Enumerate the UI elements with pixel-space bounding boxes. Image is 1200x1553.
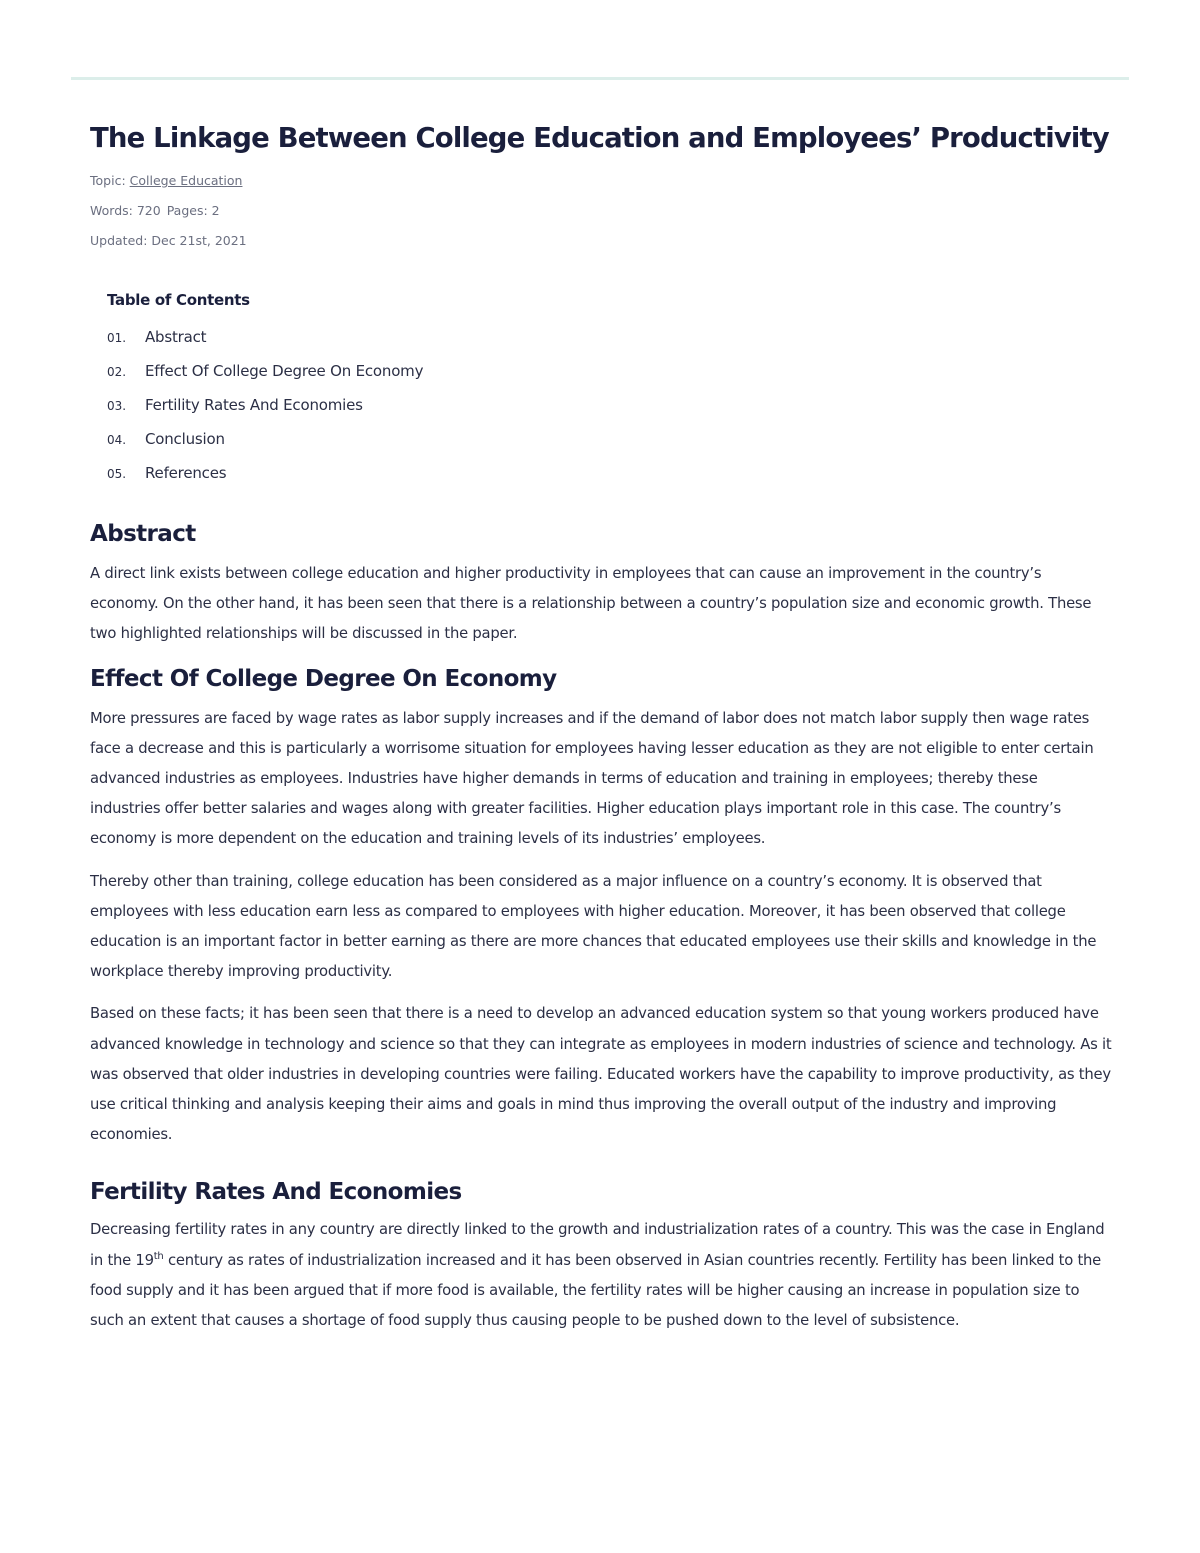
toc-item-number: 02.: [107, 365, 127, 379]
fertility-paragraph: [90, 1215, 1112, 1336]
topic-link[interactable]: College Education: [129, 173, 243, 188]
page-title: The Linkage Between College Education and Employees’ Productivity: [90, 122, 1109, 154]
page-count: Pages: 2: [166, 203, 220, 218]
count-meta: [90, 196, 1112, 226]
effect-paragraph-2: Thereby other than training, college education has been considered as a major influence on a country’s economy. It is observed that employees with less education earn less as compared to employees with higher education. Moreover, it has been observed that college education is an important factor in better earning as there are more chances that educated employees use their skills and knowledge in the workplace thereby improving productivity.: [90, 872, 1097, 981]
toc-item-references: [107, 456, 1112, 490]
top-divider: [71, 77, 1129, 80]
updated-date: Updated: Dec 21st, 2021: [90, 233, 247, 248]
fertility-text-before: Decreasing fertility rates in any country are directly linked to the growth and industrialization rates of a country. This was the case in England in the 19: [90, 1221, 1105, 1269]
essay-page: [90, 112, 1112, 1336]
effect-paragraph-1: More pressures are faced by wage rates as labor supply increases and if the demand of labor does not match labor supply then wage rates face a decrease and this is particularly a worrisome situation for employees having lesser education as they are not eligible to enter certain advanced industries as employees. Industries have higher demands in terms of education and training in employees; thereby these industries offer better salaries and wages along with greater facilities. Higher education plays important role in this case. The country’s economy is more dependent on the education and training levels of its industries’ employees.: [90, 709, 1094, 848]
toc-item-effect: [107, 354, 1112, 388]
toc-list: [107, 320, 1112, 490]
section-fertility: [90, 1177, 1112, 1336]
effect-paragraph-3: Based on these facts; it has been seen that there is a need to develop an advanced education system so that young workers produced have advanced knowledge in technology and science so that they can integrate as employees in modern industries of science and technology. As it was observed that older industries in developing countries were failing. Educated workers have the capability to improve productivity, as they use critical thinking and analysis keeping their aims and goals in mind thus improving the overall output of the industry and improving economies.: [90, 1005, 1112, 1144]
section-abstract: [90, 519, 1112, 650]
toc-item-number: 03.: [107, 399, 127, 413]
section-heading-effect: Effect Of College Degree On Economy: [90, 665, 557, 692]
toc-title: Table of Contents: [107, 291, 250, 309]
section-effect: [90, 664, 1112, 1151]
toc-link-conclusion[interactable]: Conclusion: [145, 430, 225, 448]
toc-item-number: 01.: [107, 331, 127, 345]
fertility-text-after: century as rates of industrialization increased and it has been observed in Asian countries recently. Fertility has been linked to the food supply and it has been argued that if more food is available, the fertility rates will be higher causing an increase in population size to such an extent that causes a shortage of food supply thus causing people to be pushed down to the level of subsistence.: [90, 1251, 1102, 1330]
toc-item-fertility: [107, 388, 1112, 422]
topic-label: Topic:: [90, 173, 130, 188]
toc-item-abstract: [107, 320, 1112, 354]
toc-link-abstract[interactable]: Abstract: [145, 328, 207, 346]
toc-link-references[interactable]: References: [145, 464, 227, 482]
toc-item-number: 04.: [107, 433, 127, 447]
ordinal-suffix: th: [153, 1250, 164, 1262]
toc-link-effect[interactable]: Effect Of College Degree On Economy: [145, 362, 424, 380]
abstract-paragraph: A direct link exists between college education and higher productivity in employees that can cause an improvement in the country’s economy. On the other hand, it has been seen that there is a relationship between a country’s population size and economic growth. These two highlighted relationships will be discussed in the paper.: [90, 565, 1092, 643]
toc-item-conclusion: [107, 422, 1112, 456]
word-count: Words: 720: [90, 203, 161, 218]
toc-item-number: 05.: [107, 467, 127, 481]
topic-meta: [90, 166, 1112, 196]
toc-link-fertility[interactable]: Fertility Rates And Economies: [145, 396, 363, 414]
section-heading-abstract: Abstract: [90, 521, 196, 547]
section-heading-fertility: Fertility Rates And Economies: [90, 1179, 462, 1206]
table-of-contents: [107, 286, 1112, 490]
